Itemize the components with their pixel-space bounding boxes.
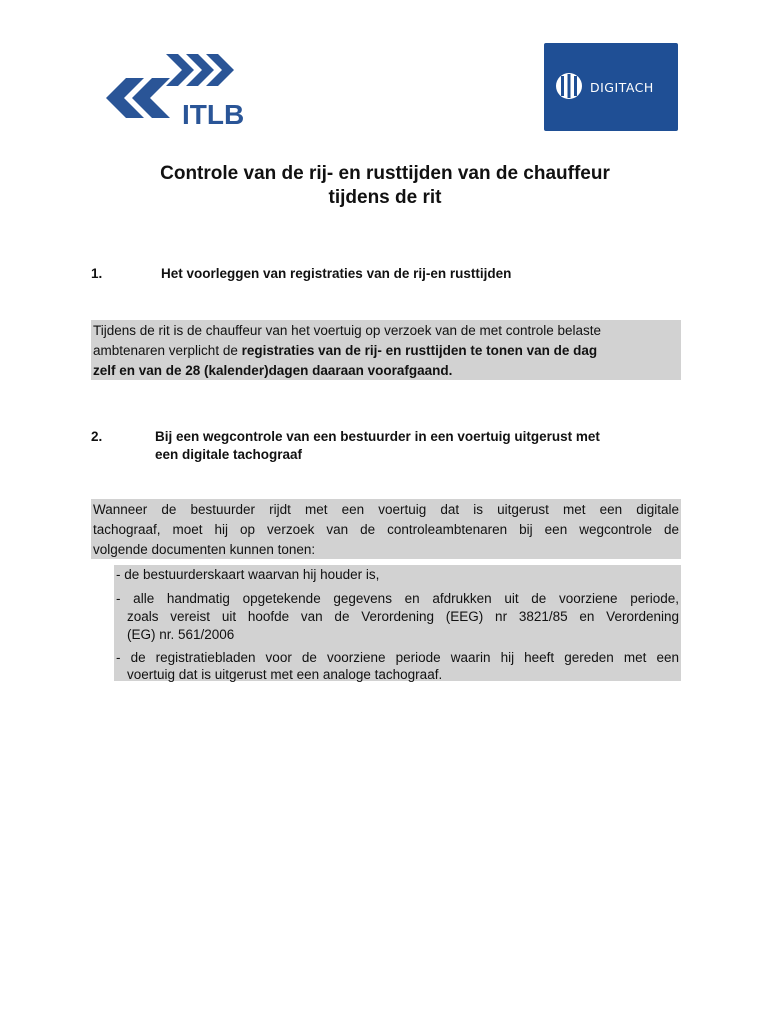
- section-2-paragraph: [91, 499, 681, 559]
- section-1-number: 1.: [91, 266, 103, 281]
- itlb-logo-text: ITLB: [182, 99, 245, 128]
- document-list: [114, 565, 681, 681]
- itlb-chevrons-icon: [96, 48, 266, 128]
- section-1-para-line-3: [93, 361, 452, 381]
- digitach-logo: [544, 43, 678, 131]
- list-item-2-line-2: zoals vereist uit hoofde van de Verordening (EEG) nr 3821/85 en Verordening: [127, 609, 679, 624]
- section-1-para-line-2: [93, 341, 597, 361]
- section-1-heading-text: Het voorleggen van registraties van de rij-en rusttijden: [161, 266, 512, 281]
- list-item-2-line-1: - alle handmatig opgetekende gegevens en afdrukken uit de voorziene periode,: [116, 591, 679, 606]
- document-title: [100, 162, 670, 210]
- section-1-heading: [91, 265, 681, 285]
- digitach-logo-text: DIGITACH: [590, 80, 654, 95]
- list-item-1: - de bestuurderskaart waarvan hij houder is,: [116, 567, 380, 582]
- list-item-3-line-2: voertuig dat is uitgerust met een analoge tachograaf.: [127, 667, 443, 682]
- section-2-para-line-1: Wanneer de bestuurder rijdt met een voertuig dat is uitgerust met een digitale: [93, 502, 679, 517]
- section-2-number: 2.: [91, 429, 103, 444]
- section-1-para-line-1: Tijdens de rit is de chauffeur van het voertuig op verzoek van de met controle belaste: [93, 323, 602, 338]
- list-item-3-line-1: - de registratiebladen voor de voorziene periode waarin hij heeft gereden met een: [116, 650, 679, 665]
- section-1-para-line-3-bold: zelf en van de 28 (kalender)dagen daaraan voorafgaand.: [93, 363, 453, 378]
- itlb-logo: [96, 48, 266, 128]
- section-1-para-line-2-normal: ambtenaren verplicht de: [93, 343, 242, 358]
- section-2-heading-line-1: Bij een wegcontrole van een bestuurder in een voertuig uitgerust met: [155, 429, 600, 444]
- list-item-2-line-3: (EG) nr. 561/2006: [127, 627, 235, 642]
- section-2-heading: [91, 428, 681, 468]
- title-line-1: Controle van de rij- en rusttijden van de chauffeur: [160, 163, 610, 184]
- digitach-emblem-icon: [554, 71, 584, 101]
- section-1-paragraph: [91, 320, 681, 380]
- section-2-heading-line-2: een digitale tachograaf: [155, 447, 303, 462]
- section-2-para-line-3: volgende documenten kunnen tonen:: [93, 542, 316, 557]
- section-2-para-line-2: tachograaf, moet hij op verzoek van de controleambtenaren bij een wegcontrole de: [93, 522, 679, 537]
- title-line-2: tijdens de rit: [328, 187, 442, 208]
- section-1-para-line-2-bold: registraties van de rij- en rusttijden te tonen van de dag: [241, 343, 598, 358]
